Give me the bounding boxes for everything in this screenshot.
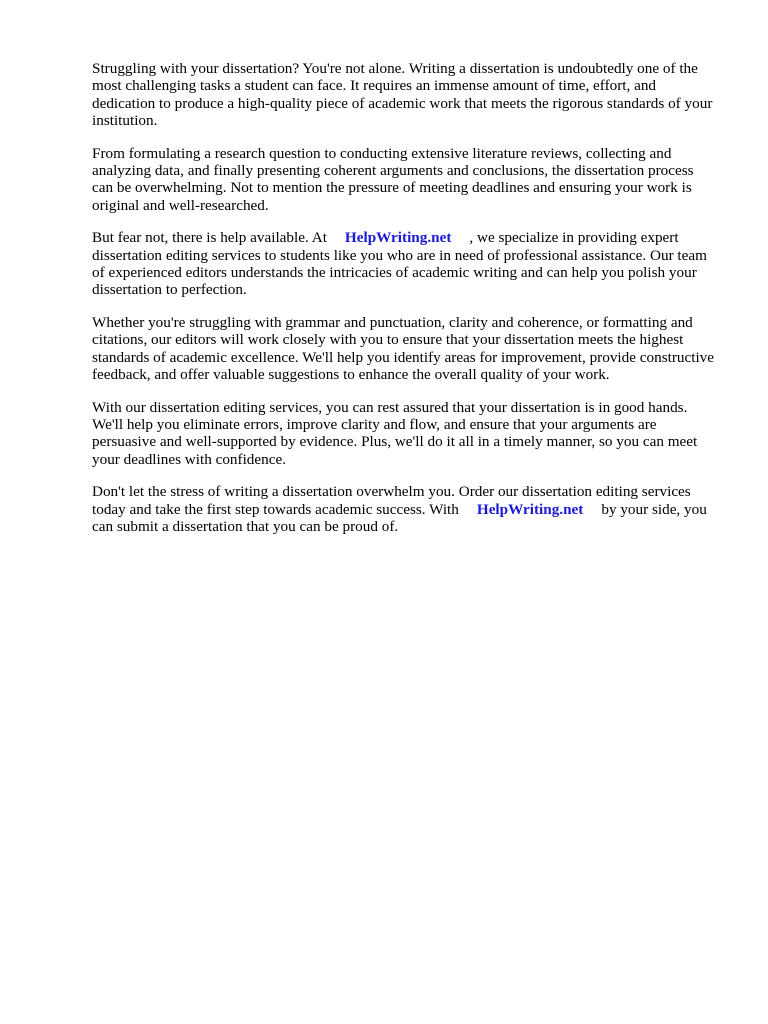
paragraph-help-text-before: But fear not, there is help available. At	[92, 229, 327, 247]
paragraph-help-text-after: , we specialize in providing expert dissertation editing services to students like you who are in need of professional assistance. Our team of experienced editors understands the intricacies of academic writing and can help you polish your dissertation to perfection.	[92, 229, 707, 299]
paragraph-intro: Struggling with your dissertation? You're not alone. Writing a dissertation is undoubtedly one of the most challenging tasks a student can face. It requires an immense amount of time, effort, and dedication to produce a high-quality piece of academic work that meets the rigorous standards of your institution.	[92, 60, 713, 129]
paragraph-closing	[92, 483, 718, 535]
paragraph-closing-text-after: by your side, you can submit a dissertation that you can be proud of.	[92, 500, 707, 536]
paragraph-closing-text-before: Don't let the stress of writing a dissertation overwhelm you. Order our dissertation editing services today and take the first step towards academic success. With	[92, 483, 691, 518]
document-body	[92, 60, 718, 551]
paragraph-help	[92, 229, 718, 298]
paragraph-assurance: With our dissertation editing services, you can rest assured that your dissertation is in good hands. We'll help you eliminate errors, improve clarity and flow, and ensure that your arguments are persuasive and well-supported by evidence. Plus, we'll do it all in a timely manner, so you can meet your deadlines with confidence.	[92, 398, 698, 468]
helpwriting-link-closing[interactable]: HelpWriting.net	[476, 500, 584, 518]
helpwriting-link[interactable]: HelpWriting.net	[344, 229, 452, 247]
paragraph-process: From formulating a research question to conducting extensive literature reviews, collecting and analyzing data, and finally presenting coherent arguments and conclusions, the dissertation process can be overwhelming. Not to mention the pressure of meeting deadlines and ensuring your work is original and well-researched.	[92, 144, 694, 214]
paragraph-editors: Whether you're struggling with grammar and punctuation, clarity and coherence, or formatting and citations, our editors will work closely with you to ensure that your dissertation meets the highest standards of academic excellence. We'll help you identify areas for improvement, provide constructive feedback, and offer valuable suggestions to enhance the overall quality of your work.	[92, 314, 714, 383]
